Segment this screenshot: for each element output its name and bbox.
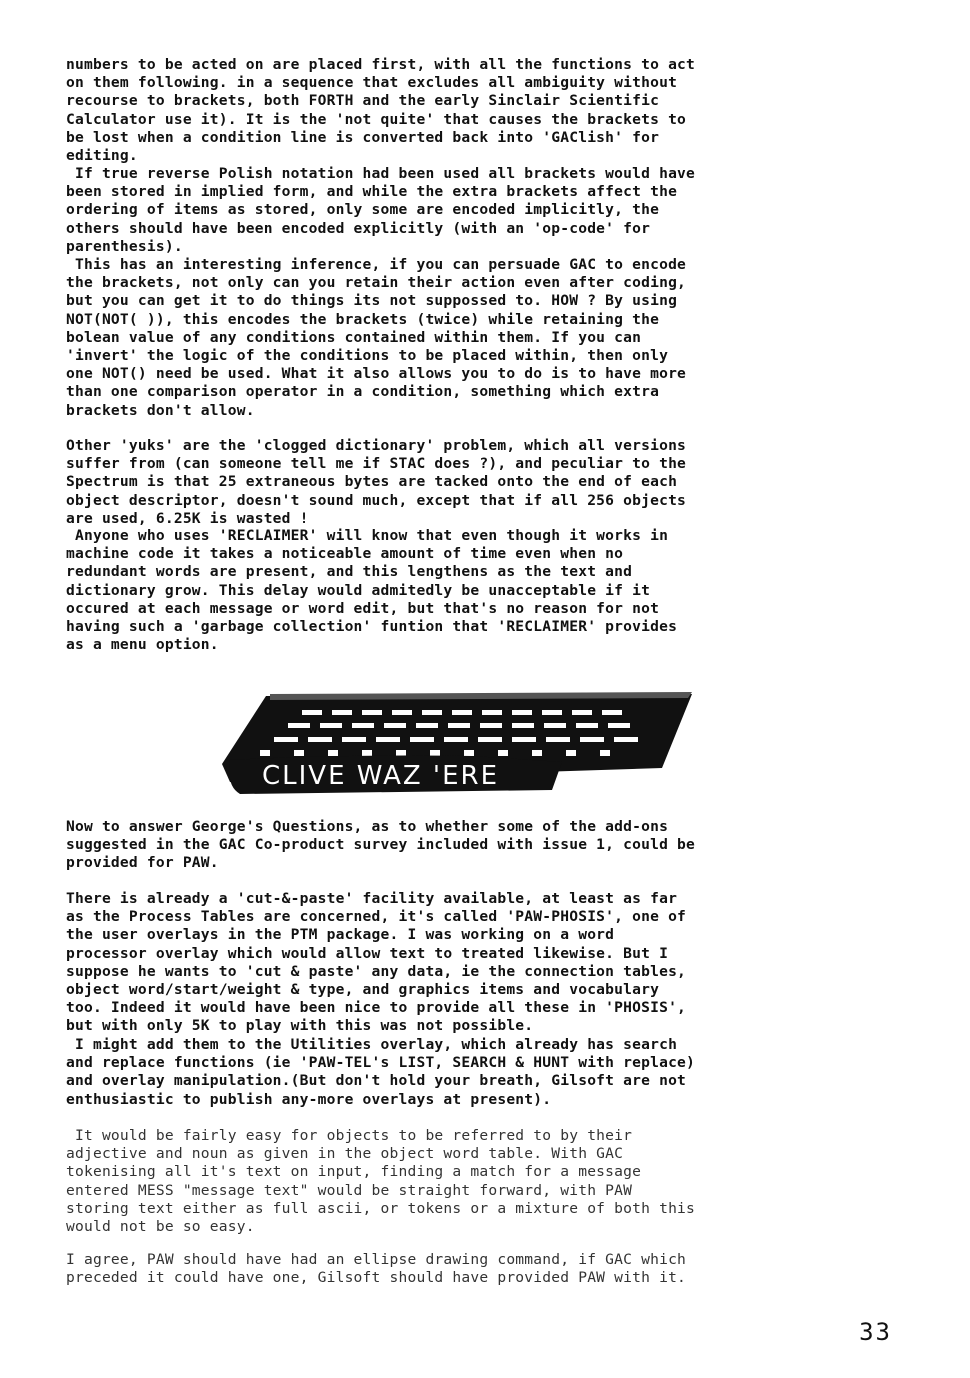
zx-spectrum-keyboard-icon — [222, 690, 704, 796]
paragraph-3: This has an interesting inference, if you can persuade GAC to encode the brackets, not only can you retain their action even after coding, but you can get it to do things its not suppossed to. HOW ? By using NOT(NOT( )), this encodes the brackets (twice) while retaining the bolean value of any conditions contained within them. If you can 'invert' the logic of the conditions to be placed within, then only one NOT() need be used. What it also allows you to do is to have more than one comparison operator in a condition, something which extra brackets don't allow. — [66, 256, 687, 419]
paragraph-2: If true reverse Polish notation had been used all brackets would have been stored in implied form, and while the extra brackets affect the ordering of items as stored, only some are encoded implicitly, the others should have been encoded explicitly (with an 'op-code' for parenthesis). — [66, 165, 696, 255]
paragraph-8: I might add them to the Utilities overlay, which already has search and replace functions (ie 'PAW-TEL's LIST, SEARCH & HUNT with replace) and overlay manipulation.(But don't hold your breath, Gilsoft are not enthusiastic to publish any-more overlays at present). — [66, 1036, 696, 1108]
paragraph-7: There is already a 'cut-&-paste' facility available, at least as far as the Process Tables are concerned, it's called 'PAW-PHOSIS', one of the user overlays in the PTM package. I was working on a word processor overlay which would allow text to treated likewise. But I suppose he wants to 'cut & paste' any data, ie the connection tables, object word/start/weight & type, and graphics items and vocabulary too. Indeed it would have been nice to provide all these in 'PHOSIS', but with only 5K to play with this was not possible. — [66, 890, 687, 1035]
paragraph-4: Other 'yuks' are the 'clogged dictionary' problem, which all versions suffer from (can someone tell me if STAC does ?), and peculiar to the Spectrum is that 25 extraneous bytes are tacked onto the end of each object descriptor, doesn't sound much, except that if all 256 objects are used, 6.25K is wasted ! — [66, 437, 687, 527]
paragraph-1: numbers to be acted on are placed first, with all the functions to act on them following. in a sequence that excludes all ambiguity without recourse to brackets, both FORTH and the early Sinclair Scientific Calculator use it). It is the 'not quite' that causes the brackets to be lost when a condition line is converted back into 'GAClish' for editing. — [66, 56, 696, 165]
illustration-caption: CLIVE WAZ 'ERE — [262, 761, 500, 791]
paragraph-9: It would be fairly easy for objects to be referred to by their adjective and noun as given in the object word table. With GAC tokenising all it's text on input, finding a match for a message entered MESS "message text" would be straight forward, with PAW storing text either as full ascii, or tokens or a mixture of both this would not be so easy. — [66, 1127, 696, 1236]
paragraph-5: Anyone who uses 'RECLAIMER' will know that even though it works in machine code it takes a noticeable amount of time even when no redundant words are present, and this lengthens as the text and dictionary grow. This delay would admitedly be unacceptable if it occured at each message or word edit, but that's no reason for not having such a 'garbage collection' funtion that 'RECLAIMER' provides as a menu option. — [66, 527, 678, 654]
paragraph-6: Now to answer George's Questions, as to whether some of the add-ons suggested in the GAC Co-product survey included with issue 1, could be provided for PAW. — [66, 818, 696, 872]
page-number: 33 — [859, 1318, 892, 1346]
paragraph-10: I agree, PAW should have had an ellipse drawing command, if GAC which preceded it could have one, Gilsoft should have provided PAW with it. — [66, 1251, 687, 1287]
